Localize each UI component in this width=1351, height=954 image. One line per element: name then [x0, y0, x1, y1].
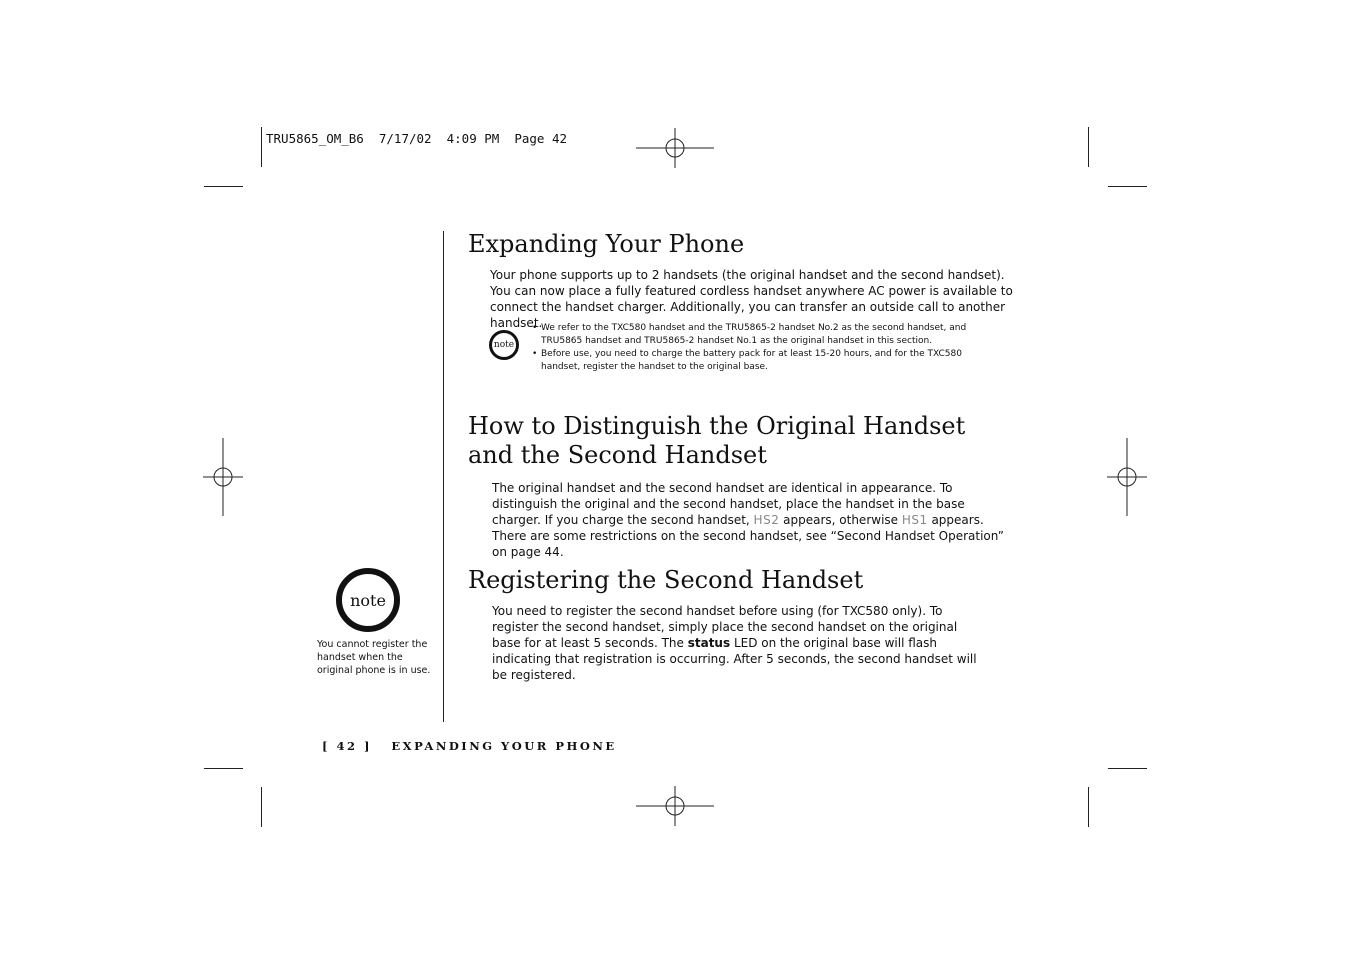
body-text: LED on the original base will flash indicating that registration is occurring. After 5 seconds, the second handset will be registered.: [492, 636, 977, 682]
section-title-distinguish: [468, 412, 965, 470]
crop-mark: [1088, 127, 1089, 167]
registration-mark-bottom: [636, 786, 714, 826]
note-item: • We refer to the TXC580 handset and the TRU5865-2 handset No.2 as the second handset, and TRU5865 handset and TRU5865-2 handset No.1 as the original handset in this section.: [532, 322, 1002, 348]
note-list: [532, 322, 1002, 374]
body-text: The original handset and the second handset are identical in appearance. To distinguish the original and the second handset, place the handset in the base charger. If you charge the second handset,: [492, 481, 965, 527]
side-note-label: note: [350, 590, 386, 610]
note-icon-label: note: [493, 340, 515, 350]
section-title-expanding: Expanding Your Phone: [468, 230, 745, 258]
crop-mark: [204, 768, 243, 769]
crop-mark: [261, 127, 262, 167]
print-slug: TRU5865_OM_B6 7/17/02 4:09 PM Page 42: [266, 131, 568, 146]
section-body-expanding: Your phone supports up to 2 handsets (the original handset and the second handset). You can now place a fully featured cordless handset anywhere AC power is available to connect the handset charger. Additionally, you can transfer an outside call to another handset.: [490, 268, 1013, 330]
crop-mark: [261, 787, 262, 827]
crop-mark: [1108, 186, 1147, 187]
section-title-registering: Registering the Second Handset: [468, 566, 864, 594]
registration-mark-right: [1107, 438, 1147, 516]
body-text: appears, otherwise: [779, 513, 902, 527]
registration-mark-left: [203, 438, 243, 516]
side-note-text: You cannot register the handset when the original phone is in use.: [317, 639, 431, 676]
crop-mark: [1088, 787, 1089, 827]
status-led-label: status: [687, 636, 731, 650]
title-line: How to Distinguish the Original Handset: [468, 412, 966, 440]
lcd-text-hs1: HS1: [901, 513, 928, 527]
column-divider: [443, 231, 444, 722]
registration-mark-top: [636, 128, 714, 168]
page-footer: [ 42 ] EXPANDING YOUR PHONE: [322, 739, 617, 753]
lcd-text-hs2: HS2: [753, 513, 780, 527]
crop-mark: [204, 186, 243, 187]
body-text: appears. There are some restrictions on the second handset, see “Second Handset Operation” on page 44.: [492, 513, 1004, 559]
note-icon: [489, 330, 519, 360]
body-text: You need to register the second handset before using (for TXC580 only). To register the second handset, simply place the second handset on the original base for at least 5 seconds. The: [492, 604, 958, 650]
side-note-icon: [336, 568, 400, 632]
note-item: • Before use, you need to charge the battery pack for at least 15-20 hours, and for the TXC580 handset, register the handset to the original base.: [532, 348, 1002, 374]
section-body-distinguish: [492, 480, 1017, 560]
crop-mark: [1108, 768, 1147, 769]
section-body-registering: [492, 603, 980, 683]
title-line: and the Second Handset: [468, 441, 767, 469]
